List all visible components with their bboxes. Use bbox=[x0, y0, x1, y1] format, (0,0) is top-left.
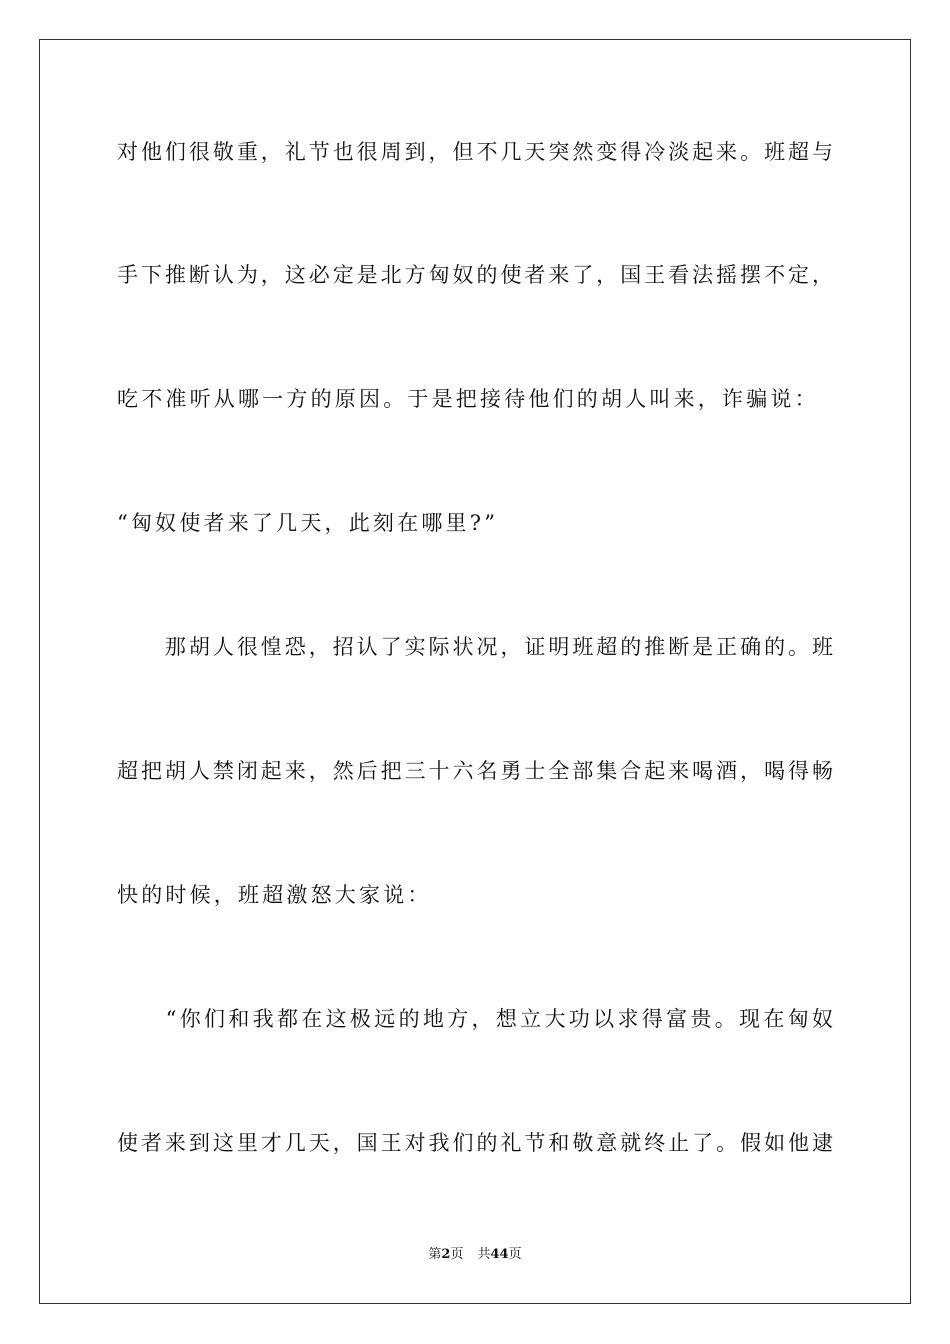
body-text-line: 对他们很敬重，礼节也很周到，但不几天突然变得冷淡起来。班超与 bbox=[117, 140, 833, 164]
body-text-line: 超把胡人禁闭起来，然后把三十六名勇士全部集合起来喝酒，喝得畅 bbox=[117, 759, 833, 783]
footer-page-suffix: 页 bbox=[450, 1247, 464, 1262]
footer-page-number: 2 bbox=[441, 1247, 451, 1262]
body-text-line: 手下推断认为，这必定是北方匈奴的使者来了，国王看法摇摆不定， bbox=[117, 263, 833, 287]
footer-total-suffix: 页 bbox=[508, 1247, 522, 1262]
body-text-line: “你们和我都在这极远的地方，想立大功以求得富贵。现在匈奴 bbox=[117, 1007, 833, 1031]
page-footer bbox=[0, 1246, 950, 1264]
footer-page-prefix: 第 bbox=[428, 1247, 442, 1262]
body-text-line: 快的时候，班超激怒大家说： bbox=[117, 883, 432, 907]
body-text-line: 那胡人很惶恐，招认了实际状况，证明班超的推断是正确的。班 bbox=[117, 635, 833, 659]
footer-total-pages: 44 bbox=[490, 1247, 509, 1262]
body-text-line: 吃不准听从哪一方的原因。于是把接待他们的胡人叫来，诈骗说： bbox=[117, 387, 819, 411]
body-text-line: “匈奴使者来了几天，此刻在哪里?” bbox=[117, 511, 499, 535]
page-frame bbox=[39, 39, 911, 1304]
footer-total-prefix: 共 bbox=[477, 1247, 491, 1262]
body-text-line: 使者来到这里才几天，国王对我们的礼节和敬意就终止了。假如他逮 bbox=[117, 1131, 833, 1155]
